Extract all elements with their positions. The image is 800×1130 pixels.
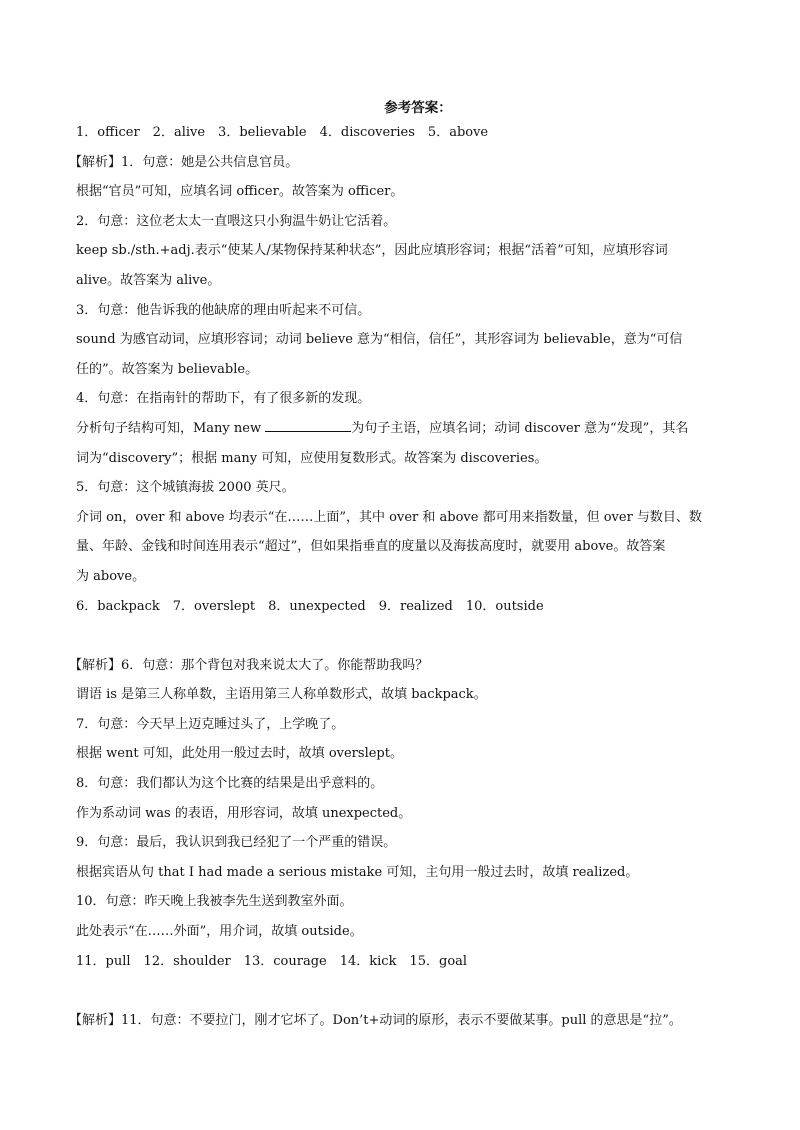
analysis-text: 为 above。: [76, 568, 146, 584]
spacer: [76, 976, 760, 1006]
analysis-text: 任的”。故答案为 believable。: [76, 361, 259, 377]
analysis-text: 介词 on，over 和 above 均表示“在……上面”，其中 over 和 above 都可用来指数量，但 over 与数目、数: [76, 509, 702, 525]
analysis-text: 此处表示“在……外面”，用介词，故填 outside。: [76, 924, 363, 940]
answer-list-6-10: 6．backpack 7．overslept 8．unexpected 9．realized 10．outside: [76, 598, 544, 614]
answer-list-1-5: 1．officer 2．alive 3．believable 4．discoveries 5．above: [76, 125, 489, 140]
analysis-6-intro: 【解析】6．句意：那个背包对我来说太大了。你能帮助我吗？: [69, 657, 429, 673]
analysis-text: 7．句意：今天早上迈克睡过头了，上学晚了。: [76, 716, 345, 732]
analysis-text: 4．句意：在指南针的帮助下，有了很多新的发现。: [76, 391, 371, 407]
spacer: [76, 621, 760, 651]
analysis-1-intro: 【解析】1．句意：她是公共信息官员。: [69, 154, 299, 170]
analysis-text: 9．句意：最后，我认识到我已经犯了一个严重的错误。: [76, 835, 397, 851]
analysis-text: sound 为感官动词，应填形容词；动词 believe 意为“相信，信任”，其形容词为 believable，意为“可信: [76, 332, 683, 348]
analysis-text: 根据 went 可知，此处用一般过去时，故填 overslept。: [76, 746, 403, 762]
analysis-text: 量、年龄、金钱和时间连用表示“超过”，但如果指垂直的度量以及海拔高度时，就要用 above。故答案: [76, 539, 666, 555]
analysis-text: alive。故答案为 alive。: [76, 272, 221, 288]
analysis-text: 词为“discovery”；根据 many 可知，应使用复数形式。故答案为 discoveries。: [76, 450, 548, 466]
analysis-11-intro: 【解析】11．句意：不要拉门，刚才它坏了。Don’t+动词的原形，表示不要做某事。pull 的意思是“拉”。: [69, 1012, 682, 1028]
text-before-blank: 分析句子结构可知，Many new: [76, 420, 266, 436]
answer-list-11-15: 11．pull 12．shoulder 13．courage 14．kick 15．goal: [76, 953, 468, 969]
analysis-text: 10．句意：昨天晚上我被李先生送到教室外面。: [76, 894, 353, 910]
analysis-text: keep sb./sth.+adj.表示“使某人/某物保持某种状态”，因此应填形容词；根据“活着”可知，应填形容词: [76, 243, 668, 259]
analysis-text: 8．句意：我们都认为这个比赛的结果是出乎意料的。: [76, 776, 384, 792]
analysis-text: 根据宾语从句 that I had made a serious mistake 可知，主句用一般过去时，故填 realized。: [76, 864, 639, 880]
analysis-text: 3．句意：他告诉我的他缺席的理由听起来不可信。: [76, 302, 371, 318]
analysis-text: 谓语 is 是第三人称单数，主语用第三人称单数形式，故填 backpack。: [76, 687, 487, 703]
analysis-text-with-blank: [76, 414, 760, 444]
analysis-text: 5．句意：这个城镇海拔 2000 英尺。: [76, 480, 295, 496]
analysis-text: 根据“官员”可知，应填名词 officer。故答案为 officer。: [76, 184, 404, 200]
fill-in-blank: [265, 418, 351, 432]
page-title: 参考答案：: [384, 100, 452, 116]
analysis-text: 2．句意：这位老太太一直喂这只小狗温牛奶让它活着。: [76, 213, 397, 229]
text-after-blank: 为句子主语，应填名词；动词 discover 意为“发现”，其名: [351, 420, 689, 436]
analysis-text: 作为系动词 was 的表语，用形容词，故填 unexpected。: [76, 805, 412, 821]
